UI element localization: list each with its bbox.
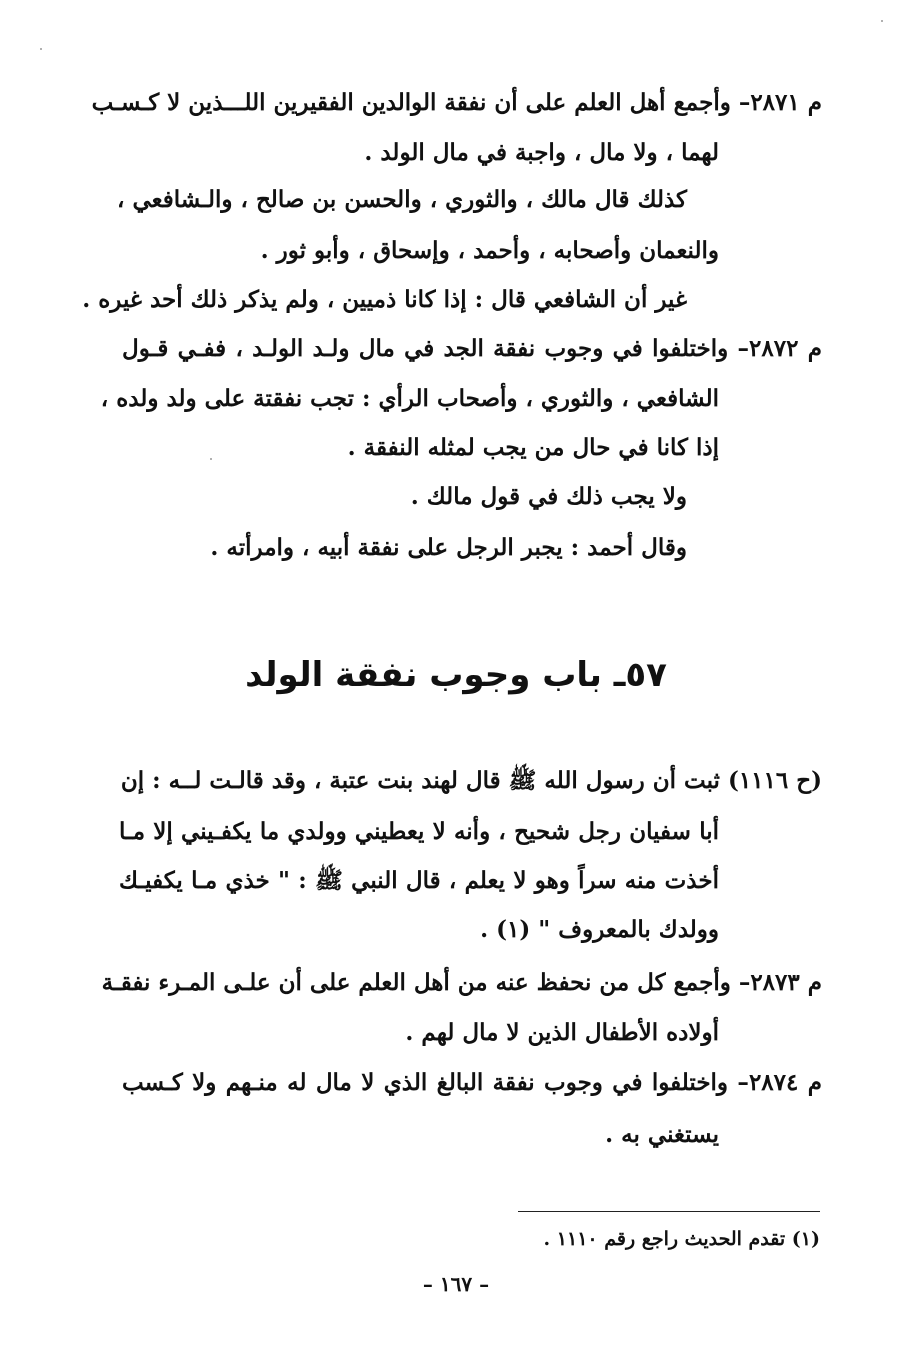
hadith-1116-line-3: أخذت منه سراً وهو لا يعلم ، قال النبي ﷺ : " خذي مـا يكفيـك [119, 867, 719, 894]
scan-speck [210, 458, 212, 460]
shafii-note-line: غير أن الشافعي قال : إذا كانا ذميين ، ولم يذكر ذلك أحد غيره . [82, 286, 687, 313]
footnote-separator [518, 1211, 820, 1212]
masala-2872-line-3: إذا كانا في حال من يجب لمثله النفقة . [347, 434, 719, 461]
masala-2872-line-1: م ٢٨٧٢– واختلفوا في وجوب نفقة الجد في مال ولـد الولـد ، ففـي قـول [122, 335, 823, 362]
malik-note-line: ولا يجب ذلك في قول مالك . [410, 483, 687, 510]
masala-2871-line-2: لهما ، ولا مال ، واجبة في مال الولد . [364, 139, 719, 166]
hadith-1116-line-1: (ح ١١١٦) ثبت أن رسول الله ﷺ قال لهند بنت عتبة ، وقد قالـت لــه : إن [120, 767, 822, 794]
page-number: – ١٦٧ – [422, 1272, 490, 1296]
masala-2871-line-1: م ٢٨٧١– وأجمع أهل العلم على أن نفقة الوالدين الفقيرين اللـــذين لا كـسـب [91, 89, 822, 116]
hadith-1116-line-4: وولدك بالمعروف " (١) . [480, 916, 719, 943]
scan-speck [40, 48, 42, 50]
ahmad-note-line: وقال أحمد : يجبر الرجل على نفقة أبيه ، وامرأته . [210, 534, 687, 561]
masala-2873-line-1: م ٢٨٧٣– وأجمع كل من نحفظ عنه من أهل العلم على أن علـى المـرء نفقـة [101, 969, 822, 996]
masala-2872-line-2: الشافعي ، والثوري ، وأصحاب الرأي : تجب نفقتة على ولد ولده ، [100, 385, 719, 412]
footnote-1: (١) تقدم الحديث راجع رقم ١١١٠ . [543, 1228, 820, 1250]
chapter-heading: ٥٧ـ باب وجوب نفقة الولد [245, 655, 667, 695]
opinions-line-1: كذلك قال مالك ، والثوري ، والحسن بن صالح ، والـشافعي ، [117, 186, 687, 213]
opinions-line-2: والنعمان وأصحابه ، وأحمد ، وإسحاق ، وأبو ثور . [260, 237, 719, 264]
masala-2874-line-1: م ٢٨٧٤– واختلفوا في وجوب نفقة البالغ الذي لا مال له منـهم ولا كـسب [122, 1069, 822, 1096]
hadith-1116-line-2: أبا سفيان رجل شحيح ، وأنه لا يعطيني وولدي ما يكفـيني إلا مـا [119, 818, 719, 845]
masala-2874-line-2: يستغني به . [605, 1121, 719, 1148]
scan-speck [881, 20, 883, 22]
masala-2873-line-2: أولاده الأطفال الذين لا مال لهم . [405, 1019, 719, 1046]
